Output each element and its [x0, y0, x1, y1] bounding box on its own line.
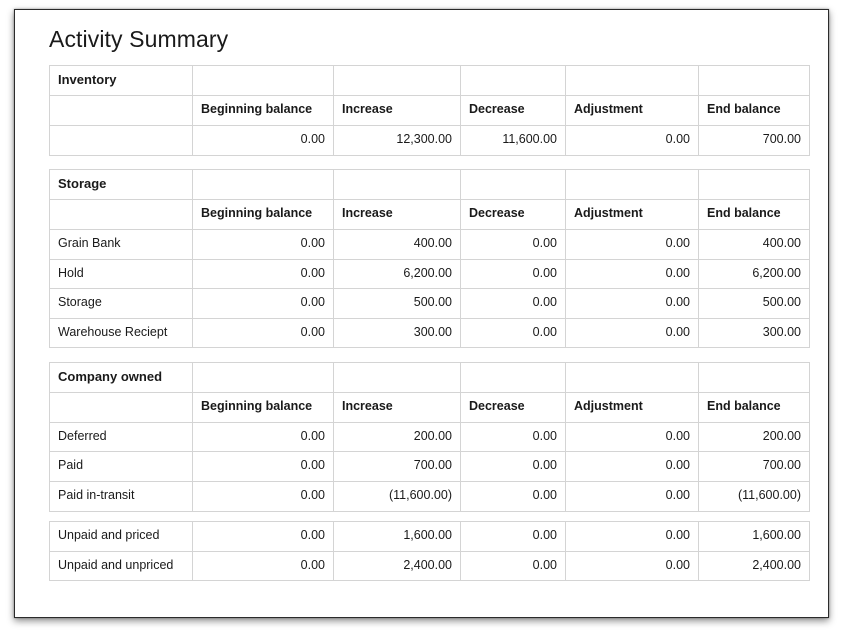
row-label: Deferred: [50, 422, 193, 452]
row-label: Hold: [50, 259, 193, 289]
section-header-row: [50, 66, 810, 96]
table-row: [50, 125, 810, 155]
cell-decrease: 0.00: [461, 452, 566, 482]
section-header-row: [50, 170, 810, 200]
cell-increase: 2,400.00: [334, 551, 461, 581]
column-header-blank: [50, 96, 193, 126]
cell-decrease: 0.00: [461, 522, 566, 552]
cell-adjustment: 0.00: [566, 229, 699, 259]
cell-increase: 300.00: [334, 318, 461, 348]
column-header-adjustment: Adjustment: [566, 96, 699, 126]
section-header-blank-5: [699, 66, 810, 96]
cell-beginning-balance: 0.00: [193, 289, 334, 319]
cell-end-balance: (11,600.00): [699, 482, 810, 512]
section-header-blank-3: [461, 362, 566, 392]
section-header-blank-2: [334, 170, 461, 200]
section-header-blank-5: [699, 362, 810, 392]
column-header-decrease: Decrease: [461, 200, 566, 230]
cell-adjustment: 0.00: [566, 289, 699, 319]
cell-beginning-balance: 0.00: [193, 452, 334, 482]
column-header-beginning-balance: Beginning balance: [193, 96, 334, 126]
section-header-row: [50, 362, 810, 392]
row-label: Unpaid and priced: [50, 522, 193, 552]
cell-increase: 12,300.00: [334, 125, 461, 155]
table-row: [50, 229, 810, 259]
cell-beginning-balance: 0.00: [193, 259, 334, 289]
column-header-end-balance: End balance: [699, 200, 810, 230]
section-spacer: [50, 155, 810, 169]
table-row: [50, 259, 810, 289]
column-header-end-balance: End balance: [699, 393, 810, 423]
cell-decrease: 0.00: [461, 422, 566, 452]
section-header-blank-4: [566, 362, 699, 392]
cell-end-balance: 300.00: [699, 318, 810, 348]
cell-adjustment: 0.00: [566, 452, 699, 482]
row-label: Warehouse Reciept: [50, 318, 193, 348]
cell-adjustment: 0.00: [566, 422, 699, 452]
section-spacer: [50, 348, 810, 362]
cell-decrease: 0.00: [461, 259, 566, 289]
company-owned-table: [49, 362, 810, 521]
column-header-row: [50, 96, 810, 126]
cell-end-balance: 400.00: [699, 229, 810, 259]
cell-adjustment: 0.00: [566, 522, 699, 552]
column-header-blank: [50, 393, 193, 423]
cell-increase: 1,600.00: [334, 522, 461, 552]
table-row: [50, 522, 810, 552]
cell-end-balance: 6,200.00: [699, 259, 810, 289]
cell-increase: 500.00: [334, 289, 461, 319]
row-label: Paid in-transit: [50, 482, 193, 512]
section-header-blank-4: [566, 170, 699, 200]
cell-end-balance: 1,600.00: [699, 522, 810, 552]
row-label: Grain Bank: [50, 229, 193, 259]
table-row: [50, 318, 810, 348]
section-header-blank-3: [461, 170, 566, 200]
cell-adjustment: 0.00: [566, 259, 699, 289]
cell-decrease: 0.00: [461, 289, 566, 319]
cell-beginning-balance: 0.00: [193, 551, 334, 581]
cell-adjustment: 0.00: [566, 318, 699, 348]
storage-table: [49, 169, 810, 362]
section-title-company-owned: Company owned: [50, 362, 193, 392]
section-header-blank-2: [334, 362, 461, 392]
column-header-increase: Increase: [334, 393, 461, 423]
column-header-increase: Increase: [334, 96, 461, 126]
unpaid-table: [49, 521, 810, 581]
table-row: [50, 422, 810, 452]
column-header-decrease: Decrease: [461, 393, 566, 423]
page-title: Activity Summary: [49, 26, 229, 52]
inventory-table: [49, 65, 810, 169]
row-label: Paid: [50, 452, 193, 482]
cell-beginning-balance: 0.00: [193, 229, 334, 259]
column-header-beginning-balance: Beginning balance: [193, 200, 334, 230]
cell-adjustment: 0.00: [566, 125, 699, 155]
column-header-adjustment: Adjustment: [566, 393, 699, 423]
section-header-blank-1: [193, 66, 334, 96]
cell-beginning-balance: 0.00: [193, 422, 334, 452]
cell-decrease: 0.00: [461, 551, 566, 581]
cell-decrease: 0.00: [461, 482, 566, 512]
section-header-blank-2: [334, 66, 461, 96]
section-header-blank-3: [461, 66, 566, 96]
column-header-beginning-balance: Beginning balance: [193, 393, 334, 423]
column-header-increase: Increase: [334, 200, 461, 230]
table-row: [50, 482, 810, 512]
cell-adjustment: 0.00: [566, 551, 699, 581]
cell-decrease: 11,600.00: [461, 125, 566, 155]
cell-increase: 700.00: [334, 452, 461, 482]
cell-end-balance: 200.00: [699, 422, 810, 452]
table-row: [50, 289, 810, 319]
table-row: [50, 551, 810, 581]
column-header-adjustment: Adjustment: [566, 200, 699, 230]
document-frame: [14, 9, 829, 618]
document-body: [49, 26, 809, 581]
cell-decrease: 0.00: [461, 229, 566, 259]
cell-end-balance: 500.00: [699, 289, 810, 319]
cell-end-balance: 2,400.00: [699, 551, 810, 581]
section-header-blank-5: [699, 170, 810, 200]
cell-increase: 6,200.00: [334, 259, 461, 289]
section-header-blank-1: [193, 362, 334, 392]
cell-beginning-balance: 0.00: [193, 318, 334, 348]
cell-end-balance: 700.00: [699, 125, 810, 155]
cell-increase: (11,600.00): [334, 482, 461, 512]
section-spacer: [50, 511, 810, 521]
section-header-blank-1: [193, 170, 334, 200]
row-label: [50, 125, 193, 155]
column-header-decrease: Decrease: [461, 96, 566, 126]
table-row: [50, 452, 810, 482]
column-header-row: [50, 200, 810, 230]
cell-increase: 200.00: [334, 422, 461, 452]
cell-beginning-balance: 0.00: [193, 522, 334, 552]
section-header-blank-4: [566, 66, 699, 96]
column-header-end-balance: End balance: [699, 96, 810, 126]
cell-beginning-balance: 0.00: [193, 125, 334, 155]
cell-decrease: 0.00: [461, 318, 566, 348]
row-label: Unpaid and unpriced: [50, 551, 193, 581]
column-header-row: [50, 393, 810, 423]
cell-end-balance: 700.00: [699, 452, 810, 482]
section-title-storage: Storage: [50, 170, 193, 200]
section-title-inventory: Inventory: [50, 66, 193, 96]
column-header-blank: [50, 200, 193, 230]
cell-increase: 400.00: [334, 229, 461, 259]
cell-adjustment: 0.00: [566, 482, 699, 512]
cell-beginning-balance: 0.00: [193, 482, 334, 512]
row-label: Storage: [50, 289, 193, 319]
